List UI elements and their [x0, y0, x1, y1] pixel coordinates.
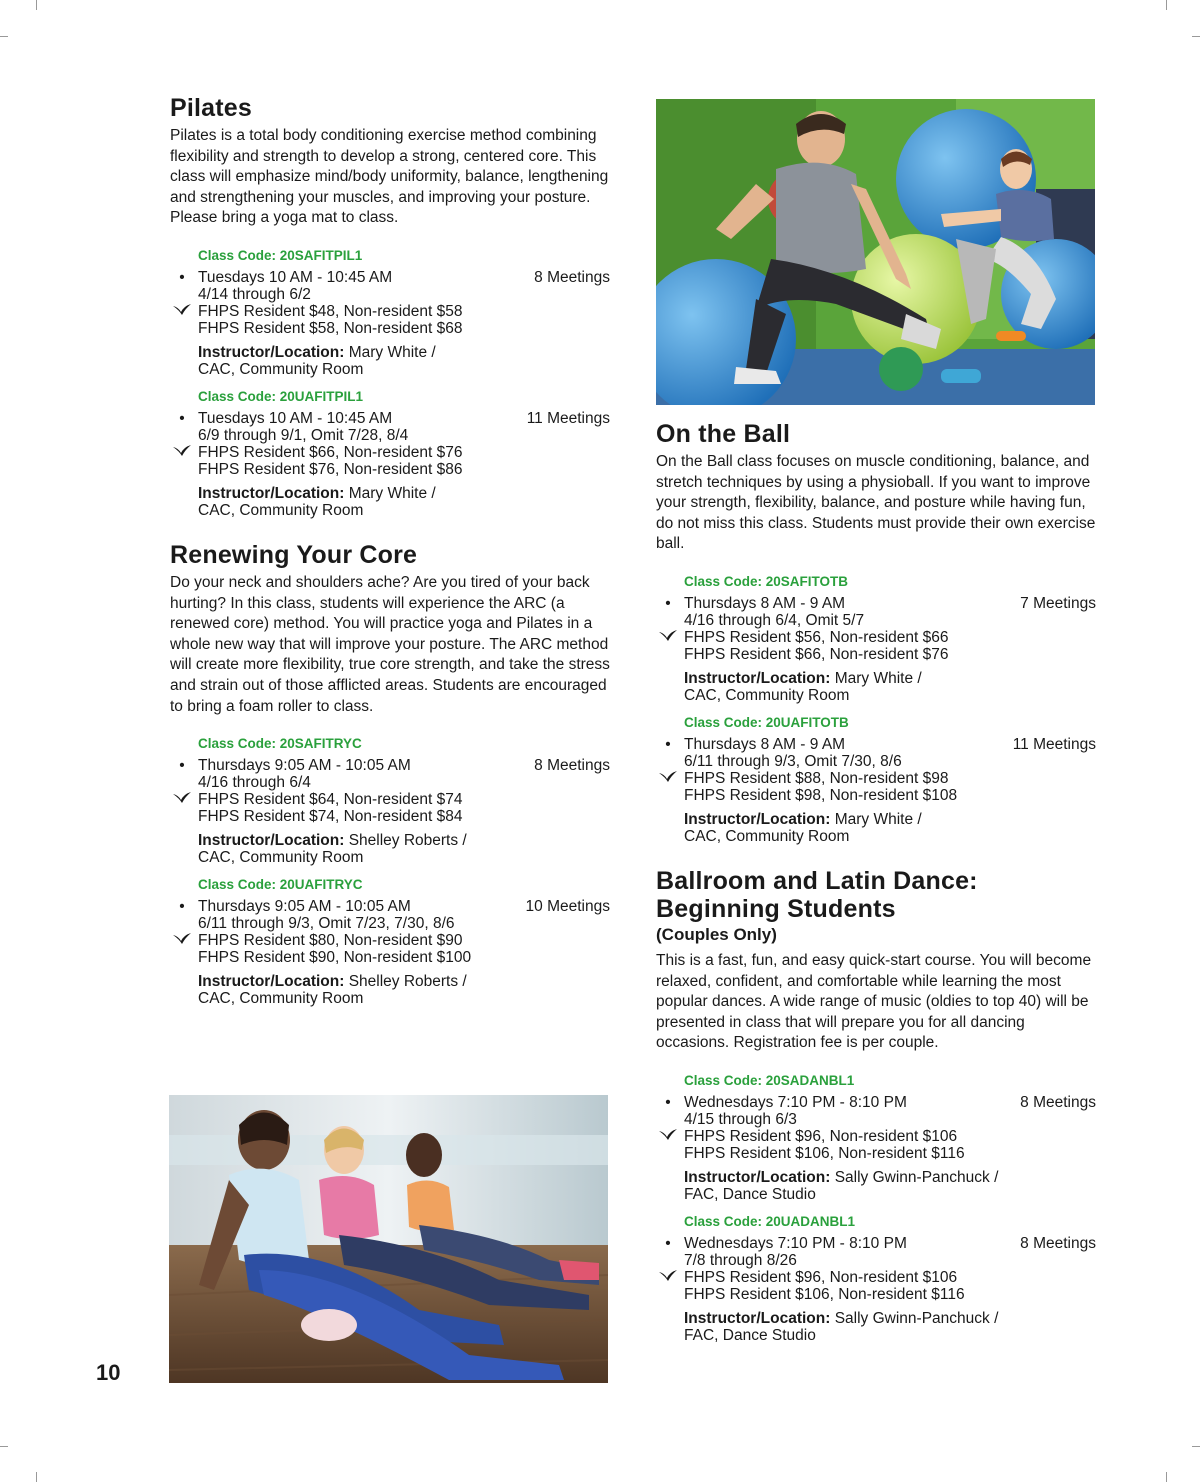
dates: 6/11 through 9/3, Omit 7/23, 7/30, 8/6 [198, 915, 455, 933]
dates-row [684, 612, 1096, 629]
fee-row [198, 949, 610, 966]
meetings-count: 11 Meetings [526, 409, 610, 427]
dates-row [198, 427, 610, 444]
crop-mark [1166, 0, 1167, 10]
fee-other: FHPS Resident $76, Non-resident $86 [198, 460, 463, 478]
class-code: Class Code: 20UAFITRYC [198, 877, 363, 893]
dates: 4/16 through 6/4, Omit 5/7 [684, 611, 865, 629]
class-section-renewing-core [170, 541, 610, 1007]
bird-icon [658, 1269, 678, 1286]
dates-row [198, 286, 610, 303]
fee-row [198, 303, 610, 320]
class-code: Class Code: 20SAFITPIL1 [198, 247, 363, 263]
instructor-name: Mary White / [344, 484, 436, 502]
instructor-label: Instructor/Location: [198, 973, 345, 991]
right-column [656, 420, 1096, 1366]
location: FAC, Dance Studio [684, 1185, 816, 1203]
bullet-icon: • [665, 735, 671, 753]
instructor-name: Shelley Roberts / [344, 832, 467, 850]
bird-icon [658, 770, 678, 787]
schedule: Wednesdays 7:10 PM - 8:10 PM [684, 1234, 907, 1252]
instructor-name: Mary White / [830, 669, 922, 687]
fee-resident: FHPS Resident $96, Non-resident $106 [684, 1268, 958, 1286]
instructor-label: Instructor/Location: [684, 1309, 831, 1327]
instructor-label: Instructor/Location: [684, 669, 831, 687]
dates: 6/11 through 9/3, Omit 7/30, 8/6 [684, 752, 902, 770]
bullet-icon: • [179, 757, 185, 775]
class-session [665, 714, 1096, 845]
schedule: Thursdays 9:05 AM - 10:05 AM [198, 898, 411, 916]
class-code: Class Code: 20UAFITPIL1 [198, 388, 364, 404]
bullet-icon: • [665, 1234, 671, 1252]
session-list [656, 573, 1096, 845]
location: CAC, Community Room [198, 849, 364, 867]
location: CAC, Community Room [198, 501, 364, 519]
class-session [179, 735, 610, 867]
fee-resident: FHPS Resident $66, Non-resident $76 [198, 443, 463, 461]
class-code: Class Code: 20SAFITOTB [684, 573, 849, 589]
page-number: 10 [96, 1360, 121, 1385]
class-code: Class Code: 20SADANBL1 [684, 1072, 855, 1088]
schedule: Thursdays 8 AM - 9 AM [684, 735, 846, 753]
class-code: Class Code: 20UAFITOTB [684, 714, 849, 730]
location: CAC, Community Room [198, 990, 364, 1008]
fee-other: FHPS Resident $66, Non-resident $76 [684, 645, 949, 663]
location: CAC, Community Room [684, 686, 850, 704]
bird-icon [172, 791, 192, 808]
meetings-count: 8 Meetings [534, 757, 610, 775]
instructor-name: Mary White / [830, 810, 922, 828]
class-session [665, 1072, 1096, 1203]
fee-row [684, 1286, 1096, 1303]
fee-resident: FHPS Resident $56, Non-resident $66 [684, 628, 949, 646]
section-description: On the Ball class focuses on muscle conditioning, balance, and stretch techniques by using a physioball. If you want to improve your strength, flexibility, balance, and posture while having fun, do not miss this class. Students must provide their own exercise ball. [656, 453, 1096, 553]
schedule-row [665, 594, 1096, 612]
bird-icon [658, 1128, 678, 1145]
schedule-row [665, 1093, 1096, 1111]
section-title-line-2: Beginning Students [656, 894, 896, 923]
fee-row [684, 629, 1096, 646]
fee-row [684, 646, 1096, 663]
bird-icon [172, 303, 192, 320]
fee-row [198, 461, 610, 478]
fee-resident: FHPS Resident $88, Non-resident $98 [684, 769, 949, 787]
class-session [179, 876, 610, 1008]
bullet-icon: • [179, 898, 185, 916]
fee-resident: FHPS Resident $48, Non-resident $58 [198, 302, 463, 320]
instructor-name: Sally Gwinn-Panchuck / [830, 1168, 999, 1186]
dates: 4/14 through 6/2 [198, 285, 311, 303]
fee-resident: FHPS Resident $96, Non-resident $106 [684, 1127, 958, 1145]
meetings-count: 7 Meetings [1020, 594, 1096, 612]
fee-row [198, 932, 610, 949]
exercise-ball-class-photo [656, 99, 1095, 405]
section-description: This is a fast, fun, and easy quick-start course. You will become relaxed, confident, and comfortable while learning the most popular dances. A wide range of music (oldies to top 40) will be presented in class that will prepare you for all dancing occasions. Registration fee is per couple. [656, 951, 1092, 1052]
exercise-ball-class-illustration [656, 99, 1095, 405]
fee-other: FHPS Resident $106, Non-resident $116 [684, 1285, 965, 1303]
schedule: Wednesdays 7:10 PM - 8:10 PM [684, 1093, 907, 1111]
section-description: Do your neck and shoulders ache? Are you tired of your back hurting? In this class, students will experience the ARC (a renewed core) method. You will practice yoga and Pilates in a whole new way that will improve your posture. The ARC method will create more flexibility, true core strength, and take the stress and strain out of those afflicted areas. Students are encouraged to bring a foam roller to class. [170, 573, 610, 715]
section-title-line-1: Ballroom and Latin Dance: [656, 866, 978, 895]
fee-row [684, 770, 1096, 787]
location: FAC, Dance Studio [684, 1326, 816, 1344]
instructor-label: Instructor/Location: [198, 484, 345, 502]
schedule: Tuesdays 10 AM - 10:45 AM [198, 268, 393, 286]
class-session [665, 573, 1096, 704]
location: CAC, Community Room [684, 827, 850, 845]
dates-row [684, 1111, 1096, 1128]
class-section-on-the-ball [656, 420, 1096, 845]
section-subtitle: (Couples Only) [656, 924, 777, 944]
dates-row [198, 915, 610, 932]
instructor-location [198, 485, 610, 519]
bullet-icon: • [179, 409, 185, 427]
crop-mark [1166, 1472, 1167, 1482]
instructor-name: Shelley Roberts / [344, 973, 467, 991]
session-list [170, 247, 610, 519]
dates: 4/15 through 6/3 [684, 1110, 797, 1128]
bullet-icon: • [665, 594, 671, 612]
instructor-location [684, 1310, 1096, 1344]
fee-other: FHPS Resident $58, Non-resident $68 [198, 319, 463, 337]
bird-icon [658, 629, 678, 646]
dates-row [684, 753, 1096, 770]
section-title: On the Ball [656, 420, 791, 448]
instructor-label: Instructor/Location: [684, 810, 831, 828]
crop-mark [36, 1472, 37, 1482]
fee-row [198, 444, 610, 461]
instructor-location [198, 832, 610, 866]
class-session [179, 388, 610, 519]
session-list [170, 735, 610, 1007]
instructor-name: Sally Gwinn-Panchuck / [830, 1309, 999, 1327]
foam-roller-class-illustration [169, 1095, 608, 1383]
schedule: Thursdays 8 AM - 9 AM [684, 594, 846, 612]
instructor-location [684, 670, 1096, 704]
fee-other: FHPS Resident $74, Non-resident $84 [198, 808, 463, 826]
class-session [665, 1213, 1096, 1344]
instructor-location [198, 973, 610, 1007]
bullet-icon: • [665, 1093, 671, 1111]
class-section-ballroom-dance [656, 867, 1096, 1344]
section-title: Pilates [170, 94, 253, 122]
schedule: Thursdays 9:05 AM - 10:05 AM [198, 757, 411, 775]
meetings-count: 8 Meetings [534, 268, 610, 286]
section-title [656, 867, 1096, 923]
bullet-icon: • [179, 268, 185, 286]
fee-resident: FHPS Resident $80, Non-resident $90 [198, 932, 463, 950]
meetings-count: 8 Meetings [1020, 1093, 1096, 1111]
fee-row [684, 787, 1096, 804]
section-description: Pilates is a total body conditioning exercise method combining flexibility and strength to develop a strong, centered core. This class will emphasize mind/body uniformity, balance, lengthening and strengthening your muscles, and improving your posture. Please bring a yoga mat to class. [170, 127, 609, 227]
crop-mark [36, 0, 37, 10]
dates-row [684, 1252, 1096, 1269]
dates-row [198, 774, 610, 791]
crop-mark [1192, 1446, 1200, 1447]
fee-row [198, 808, 610, 825]
instructor-label: Instructor/Location: [198, 832, 345, 850]
fee-row [198, 791, 610, 808]
instructor-location [684, 811, 1096, 845]
section-title: Renewing Your Core [170, 540, 418, 569]
session-list [656, 1072, 1096, 1344]
class-session [179, 247, 610, 378]
schedule-row [665, 1234, 1096, 1252]
meetings-count: 8 Meetings [1020, 1234, 1096, 1252]
fee-resident: FHPS Resident $64, Non-resident $74 [198, 791, 463, 809]
meetings-count: 10 Meetings [525, 898, 610, 916]
meetings-count: 11 Meetings [1012, 735, 1096, 753]
foam-roller-class-photo [169, 1095, 608, 1383]
left-column [170, 94, 610, 1029]
instructor-label: Instructor/Location: [684, 1168, 831, 1186]
class-code: Class Code: 20UADANBL1 [684, 1213, 856, 1229]
schedule-row [179, 268, 610, 286]
bird-icon [172, 932, 192, 949]
schedule-row [179, 757, 610, 775]
fee-row [684, 1128, 1096, 1145]
dates: 6/9 through 9/1, Omit 7/28, 8/4 [198, 426, 409, 444]
location: CAC, Community Room [198, 360, 364, 378]
instructor-location [198, 344, 610, 378]
class-code: Class Code: 20SAFITRYC [198, 736, 362, 752]
fee-row [198, 320, 610, 337]
schedule-row [179, 898, 610, 916]
fee-other: FHPS Resident $98, Non-resident $108 [684, 786, 958, 804]
fee-other: FHPS Resident $106, Non-resident $116 [684, 1144, 965, 1162]
crop-mark [0, 1446, 8, 1447]
instructor-label: Instructor/Location: [198, 343, 345, 361]
dates: 4/16 through 6/4 [198, 774, 311, 792]
crop-mark [0, 36, 8, 37]
crop-mark [1192, 36, 1200, 37]
instructor-name: Mary White / [344, 343, 436, 361]
class-section-pilates [170, 94, 610, 519]
schedule-row [179, 409, 610, 427]
fee-row [684, 1145, 1096, 1162]
schedule-row [665, 735, 1096, 753]
instructor-location [684, 1169, 1096, 1203]
dates: 7/8 through 8/26 [684, 1251, 797, 1269]
bird-icon [172, 444, 192, 461]
fee-other: FHPS Resident $90, Non-resident $100 [198, 949, 472, 967]
schedule: Tuesdays 10 AM - 10:45 AM [198, 409, 393, 427]
fee-row [684, 1269, 1096, 1286]
